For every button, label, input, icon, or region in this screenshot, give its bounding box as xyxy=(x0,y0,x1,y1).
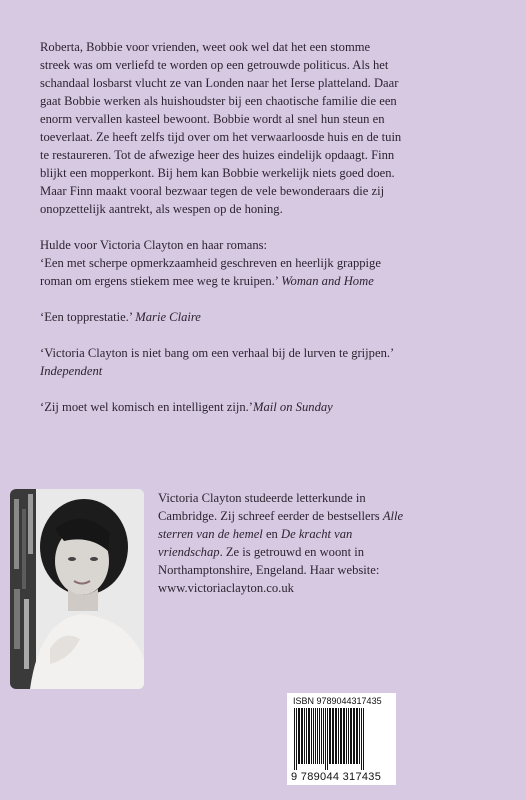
barcode-digits: 9 789044 317435 xyxy=(291,771,382,783)
bio-text: Victoria Clayton studeerde letterkunde in Cambridge. Zij schreef eerder de bestsellers xyxy=(158,491,380,523)
blurb-text xyxy=(40,38,402,434)
review-quote-4 xyxy=(40,398,402,416)
quote-text: ‘Een topprestatie.’ xyxy=(40,310,133,324)
quote-text: ‘Een met scherpe opmerkzaamheid geschreven en heerlijk grappige roman om ergens stiekem mee weg te kruipen.’ xyxy=(40,256,381,288)
quote-source: Marie Claire xyxy=(135,310,201,324)
isbn-label: ISBN 9789044317435 xyxy=(293,696,382,706)
bio-text: . Ze is getrouwd en woont in Northamptonshire, Engeland. Haar website: www.victoriaclayton.co.uk xyxy=(158,545,380,595)
author-bio xyxy=(158,489,406,597)
book-title: De kracht van vriendschap xyxy=(158,527,353,559)
quote-text: ‘Zij moet wel komisch en intelligent zijn.’ xyxy=(40,400,253,414)
barcode-bars xyxy=(291,708,391,770)
spine-strip xyxy=(405,0,526,800)
review-quote-1 xyxy=(40,254,402,290)
praise-intro: Hulde voor Victoria Clayton en haar romans: xyxy=(40,238,268,252)
quote-source: Woman and Home xyxy=(281,274,374,288)
author-photo xyxy=(10,489,144,689)
synopsis-paragraph: Roberta, Bobbie voor vrienden, weet ook wel dat het een stomme streek was om verliefd te worden op een getrouwde politicus. Als het schandaal losbarst vlucht ze van Londen naar het Ierse platteland. Daar gaat Bobbie werken als huishoudster bij een chaotische familie die een enorm vervallen kasteel bewoont. Bobbie wordt al snel hun steun en toeverlaat. Ze heeft zelfs tijd over om het verwaarloosde huis en de tuin te restaureren. Tot de afwezige heer des huizes eindelijk opdaagt. Finn blijkt een mopperkont. Bij hem kan Bobbie werkelijk niets goed doen. Maar Finn maakt vooral bezwaar tegen de vele bewonderaars die zij onopzettelijk aantrekt, als wespen op de honing. xyxy=(40,40,402,216)
review-quote-3 xyxy=(40,344,402,380)
quote-source: Mail on Sunday xyxy=(253,400,333,414)
book-title: Alle sterren van de hemel xyxy=(158,509,404,541)
quote-source: Independent xyxy=(40,364,103,378)
bio-text: en xyxy=(265,527,278,541)
review-quote-2 xyxy=(40,308,402,326)
quote-text: ‘Victoria Clayton is niet bang om een verhaal bij de lurven te grijpen.’ xyxy=(40,346,394,360)
barcode xyxy=(287,693,396,785)
